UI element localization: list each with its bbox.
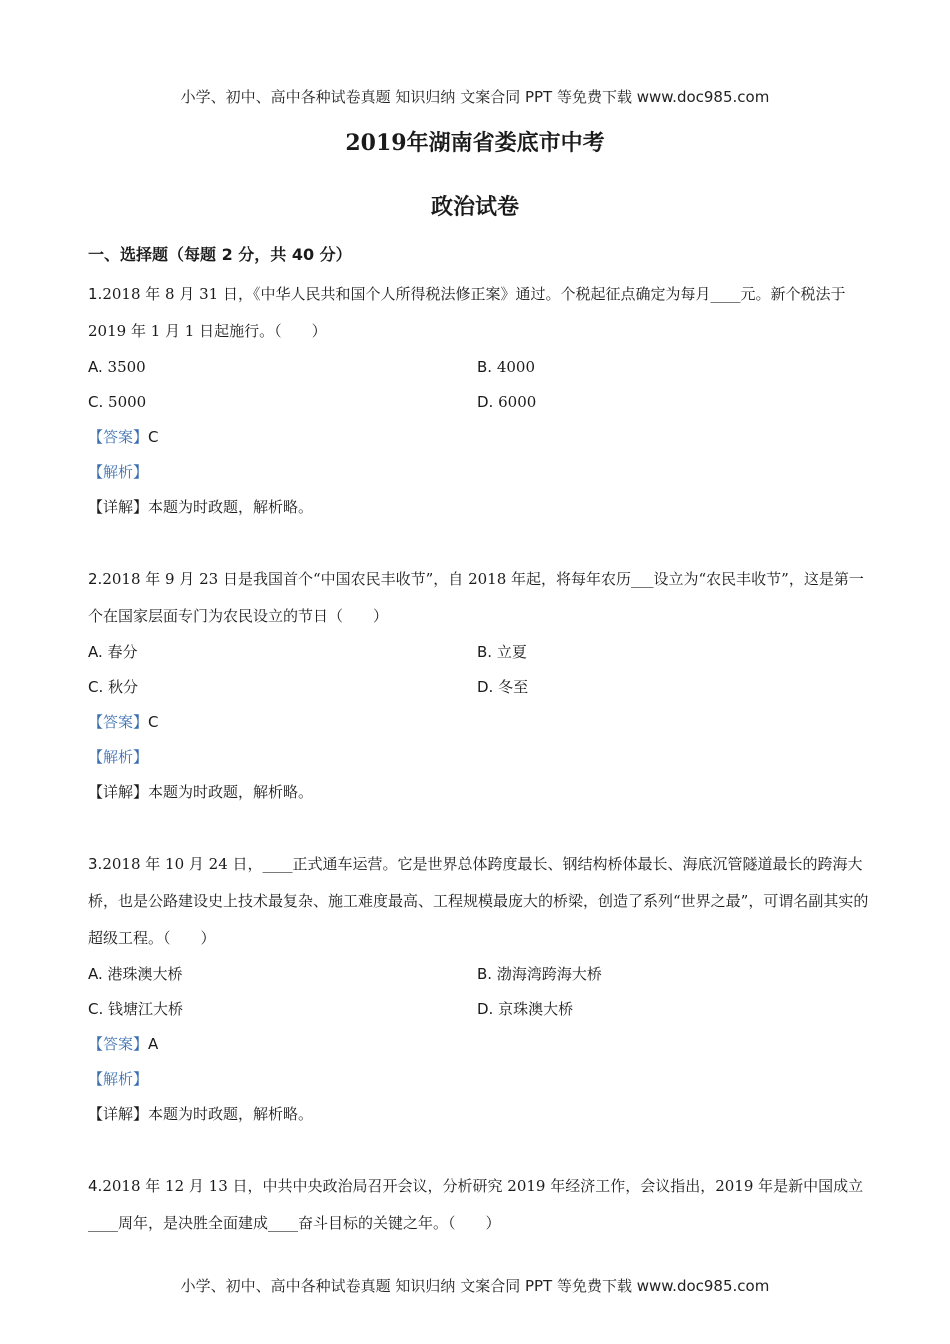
question-3	[88, 846, 878, 1132]
option-a: A. 春分	[88, 643, 138, 661]
detail-line: 【详解】本题为时政题，解析略。	[88, 498, 314, 516]
option-a: A. 港珠澳大桥	[88, 965, 183, 983]
option-a: A. 3500	[88, 358, 146, 376]
option-b: B. 渤海湾跨海大桥	[477, 965, 602, 983]
analysis-line: 【解析】	[88, 1070, 149, 1088]
option-c: C. 钱塘江大桥	[88, 1000, 184, 1018]
option-b: B. 4000	[477, 358, 536, 376]
answer-line: 【答案】C	[88, 428, 159, 446]
page-footer: 小学、初中、高中各种试卷真题 知识归纳 文案合同 PPT 等免费下载 www.doc985.com	[180, 1277, 770, 1295]
question-options	[88, 957, 878, 1027]
detail-line: 【详解】本题为时政题，解析略。	[88, 783, 314, 801]
question-options	[88, 635, 878, 705]
detail-line: 【详解】本题为时政题，解析略。	[88, 1105, 314, 1123]
question-2	[88, 561, 878, 810]
option-b: B. 立夏	[477, 643, 527, 661]
page-header: 小学、初中、高中各种试卷真题 知识归纳 文案合同 PPT 等免费下载 www.doc985.com	[180, 88, 770, 106]
option-d: D. 6000	[477, 393, 537, 411]
exam-subtitle: 政治试卷	[430, 194, 519, 220]
exam-content	[88, 242, 878, 1242]
exam-title: 2019年湖南省娄底市中考	[345, 130, 605, 156]
option-d: D. 京珠澳大桥	[477, 1000, 574, 1018]
option-c: C. 5000	[88, 393, 147, 411]
question-4	[88, 1168, 878, 1242]
question-stem: 1.2018 年 8 月 31 日，《中华人民共和国个人所得税法修正案》通过。个税起征点确定为每月____元。新个税法于 2019 年 1 月 1 日起施行。（ ）	[88, 285, 846, 340]
analysis-line: 【解析】	[88, 463, 149, 481]
answer-line: 【答案】A	[88, 1035, 159, 1053]
answer-line: 【答案】C	[88, 713, 159, 731]
question-stem: 3.2018 年 10 月 24 日，____正式通车运营。它是世界总体跨度最长、钢结构桥体最长、海底沉管隧道最长的跨海大桥，也是公路建设史上技术最复杂、施工难度最高、工程规模最庞大的桥梁，创造了系列“世界之最”，可谓名副其实的超级工程。（ ）	[88, 855, 869, 947]
analysis-line: 【解析】	[88, 748, 149, 766]
option-d: D. 冬至	[477, 678, 529, 696]
question-options	[88, 350, 878, 420]
option-c: C. 秋分	[88, 678, 139, 696]
question-stem: 2.2018 年 9 月 23 日是我国首个“中国农民丰收节”，自 2018 年起，将每年农历___设立为“农民丰收节”，这是第一个在国家层面专门为农民设立的节日（ ）	[88, 570, 864, 625]
section-heading: 一、选择题（每题 2 分，共 40 分）	[88, 245, 352, 264]
question-stem: 4.2018 年 12 月 13 日，中共中央政治局召开会议，分析研究 2019 年经济工作，会议指出，2019 年是新中国成立____周年，是决胜全面建成____奋斗目标的关键之年。（ ）	[88, 1177, 864, 1232]
question-1	[88, 276, 878, 525]
